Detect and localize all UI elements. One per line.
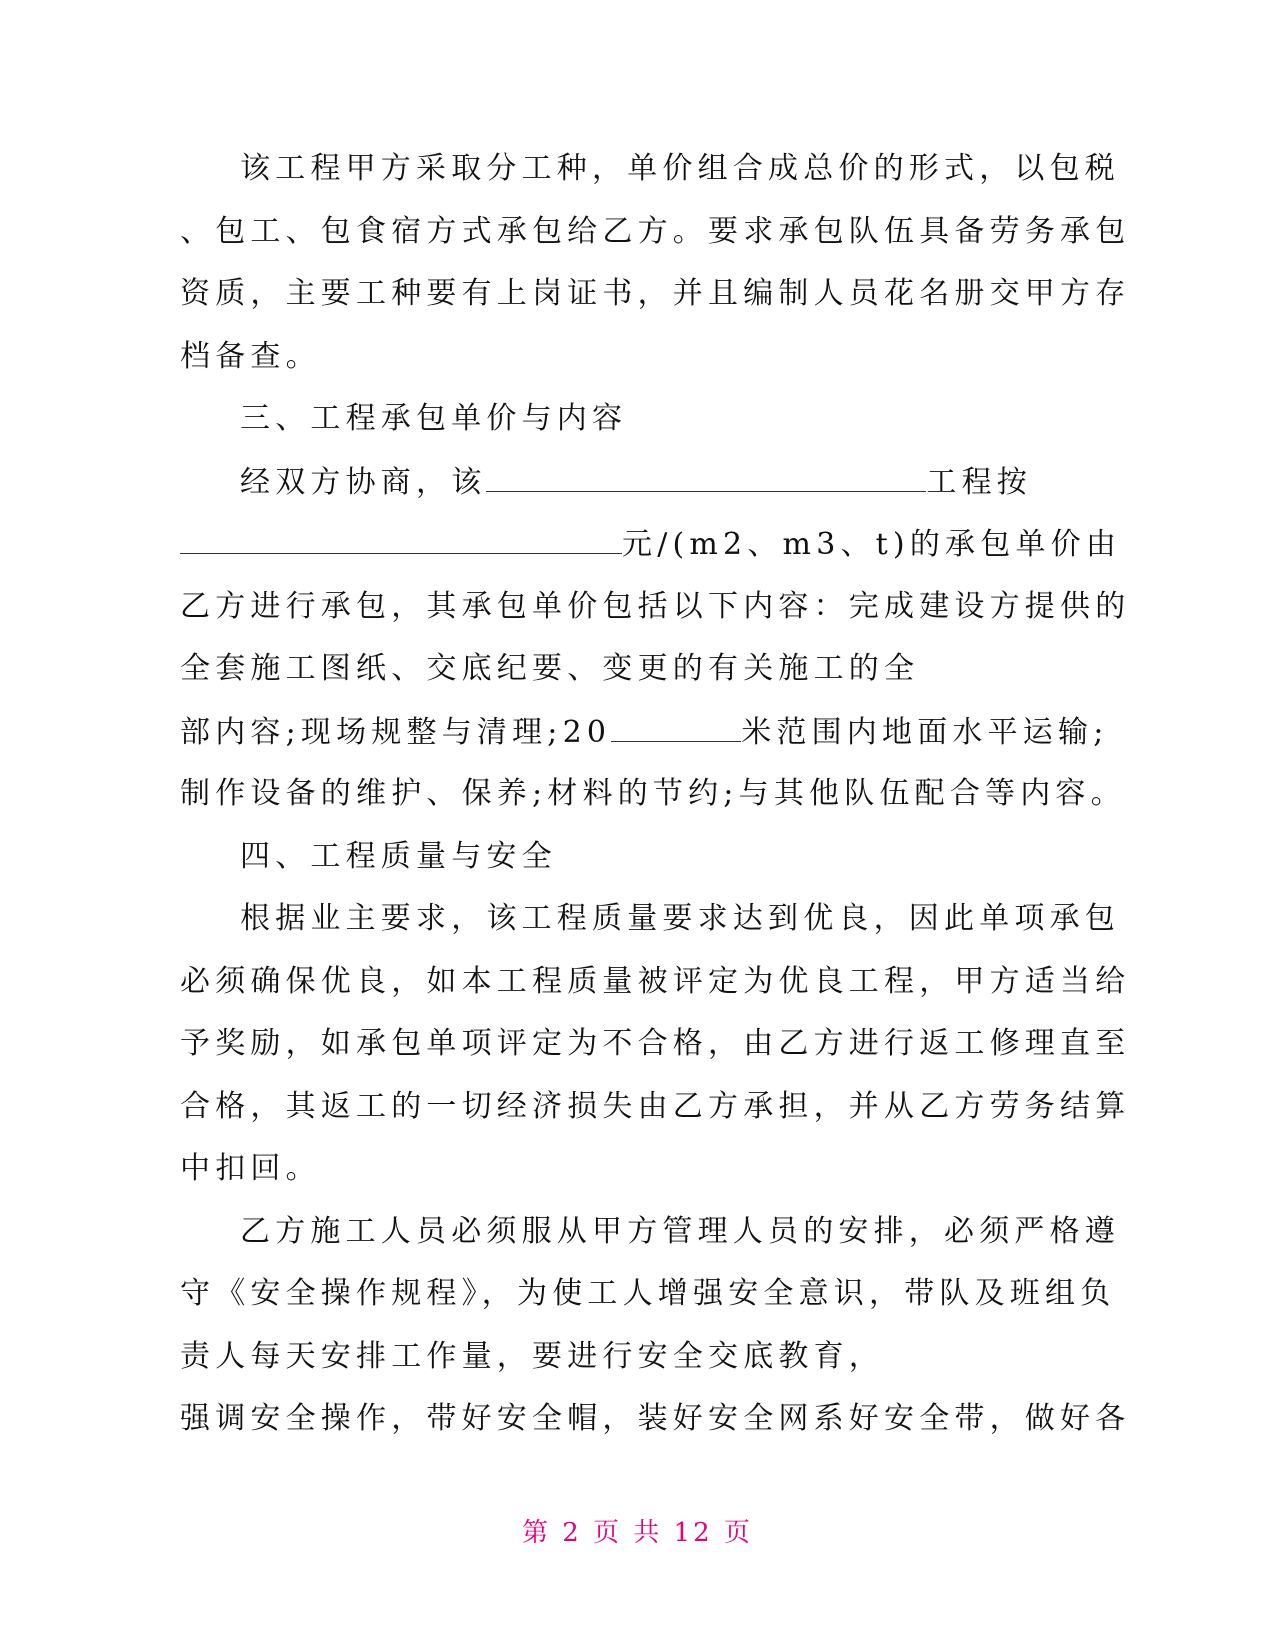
- paragraph-line: 守《安全操作规程》，为使工人增强安全意识，带队及班组负: [180, 1276, 1116, 1311]
- paragraph-line: 根据业主要求，该工程质量要求达到优良，因此单项承包: [240, 901, 1120, 936]
- text-segment: 部内容;现场规整与清理;20: [180, 714, 612, 750]
- paragraph-line: 必须确保优良，如本工程质量被评定为优良工程，甲方适当给: [180, 963, 1131, 999]
- paragraph-line: [180, 451, 1060, 514]
- paragraph-line: 制作设备的维护、保养;材料的节约;与其他队伍配合等内容。: [180, 776, 1126, 811]
- page-number-footer: 第 2 页 共 12 页: [522, 1518, 753, 1548]
- paragraph-line: 中扣回。: [180, 1151, 321, 1186]
- paragraph-line: 合格，其返工的一切经济损失由乙方承担，并从乙方劳务结算: [180, 1088, 1131, 1124]
- paragraph-line: 资质，主要工种要有上岗证书，并且编制人员花名册交甲方存: [180, 276, 1131, 311]
- paragraph-line: 予奖励，如承包单项评定为不合格，由乙方进行返工修理直至: [180, 1026, 1131, 1061]
- paragraph-line: 乙方施工人员必须服从甲方管理人员的安排，必须严格遵: [240, 1213, 1120, 1249]
- text-segment: 元/(m2、m3、t)的承包单价由: [622, 527, 1122, 562]
- paragraph-line: [180, 701, 1109, 764]
- paragraph-line: 档备查。: [180, 338, 321, 374]
- paragraph-line: 该工程甲方采取分工种，单价组合成总价的形式，以包税: [240, 151, 1120, 186]
- text-segment: 工程按: [926, 464, 1033, 500]
- paragraph-line: [180, 513, 1122, 576]
- paragraph-line: 全套施工图纸、交底纪要、变更的有关施工的全: [180, 651, 920, 686]
- document-body: [180, 138, 1131, 1451]
- paragraph-line: 强调安全操作，带好安全帽，装好安全网系好安全带，做好各: [180, 1401, 1131, 1436]
- paragraph-line: 责人每天安排工作量，要进行安全交底教育，: [180, 1338, 884, 1374]
- fill-in-blank: [180, 513, 622, 554]
- paragraph-line: 乙方进行承包，其承包单价包括以下内容：完成建设方提供的: [180, 588, 1131, 624]
- section-heading: 三、工程承包单价与内容: [240, 401, 628, 436]
- text-segment: 米范围内地面水平运输;: [741, 714, 1109, 750]
- fill-in-blank: [611, 701, 741, 742]
- paragraph-line: 、包工、包食宿方式承包给乙方。要求承包队伍具备劳务承包: [180, 213, 1131, 249]
- fill-in-blank: [486, 451, 926, 492]
- section-heading: 四、工程质量与安全: [240, 838, 557, 874]
- text-segment: 经双方协商，该: [240, 464, 487, 500]
